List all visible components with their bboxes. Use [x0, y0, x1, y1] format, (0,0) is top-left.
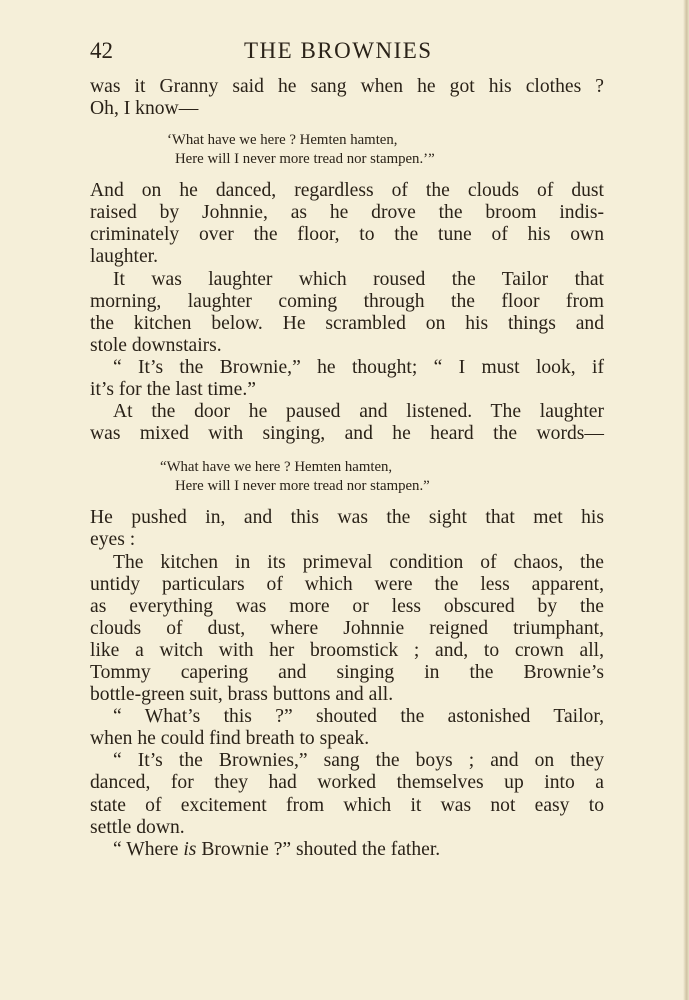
verse-line: Here will I never more tread nor stampen.” — [175, 477, 430, 494]
text-line: Tommy capering and singing in the Brownie’s — [90, 661, 604, 683]
running-title: THE BROWNIES — [244, 38, 433, 63]
italic-word: is — [183, 838, 197, 860]
text-line-last — [90, 839, 604, 861]
text-line: Oh, I know— — [90, 98, 199, 120]
text-line: danced, for they had worked themselves up into a — [90, 772, 604, 794]
page-header — [0, 38, 689, 68]
text-line: The kitchen in its primeval condition of chaos, the — [113, 551, 604, 573]
verse-line: ‘What have we here ? Hemten hamten, — [167, 132, 398, 149]
text-line: untidy particulars of which were the less apparent, — [90, 573, 604, 595]
text-line: morning, laughter coming through the floor from — [90, 290, 604, 312]
text-line: like a witch with her broomstick ; and, to crown all, — [90, 639, 604, 661]
text-line: was it Granny said he sang when he got his clothes ? — [90, 76, 604, 97]
text-line: eyes : — [90, 529, 136, 551]
text-line: settle down. — [90, 816, 185, 838]
text-line: It was laughter which roused the Tailor that — [113, 268, 604, 290]
text-line: was mixed with singing, and he heard the words— — [90, 423, 604, 445]
text-line: stole downstairs. — [90, 334, 222, 356]
text-line: “ It’s the Brownies,” sang the boys ; and on they — [113, 750, 604, 772]
text-line: when he could find breath to speak. — [90, 728, 370, 750]
text-line: bottle-green suit, brass buttons and all. — [90, 684, 394, 706]
text-line: it’s for the last time.” — [90, 379, 256, 401]
text-line: the kitchen below. He scrambled on his things and — [90, 312, 604, 334]
page-edge — [683, 0, 689, 1000]
text-line: raised by Johnnie, as he drove the broom indis- — [90, 202, 604, 224]
text-line: criminately over the floor, to the tune of his own — [90, 224, 604, 246]
verse-line: “What have we here ? Hemten hamten, — [160, 459, 393, 476]
verse-line: Here will I never more tread nor stampen.’” — [175, 150, 435, 167]
text-line: laughter. — [90, 246, 159, 268]
text-line: as everything was more or less obscured by the — [90, 595, 604, 617]
text-run: “ Where — [113, 838, 184, 860]
text-line: state of excitement from which it was not easy to — [90, 794, 604, 816]
body-text — [90, 76, 604, 861]
text-line: clouds of dust, where Johnnie reigned triumphant, — [90, 617, 604, 639]
text-line: And on he danced, regardless of the clouds of dust — [90, 180, 604, 202]
text-line: He pushed in, and this was the sight that met his — [90, 507, 604, 529]
text-line: “ It’s the Brownie,” he thought; “ I must look, if — [113, 356, 604, 378]
text-line: “ What’s this ?” shouted the astonished Tailor, — [113, 706, 604, 728]
page-number: 42 — [90, 38, 113, 63]
text-line: At the door he paused and listened. The laughter — [113, 401, 604, 423]
text-run: Brownie ?” shouted the father. — [196, 838, 441, 860]
